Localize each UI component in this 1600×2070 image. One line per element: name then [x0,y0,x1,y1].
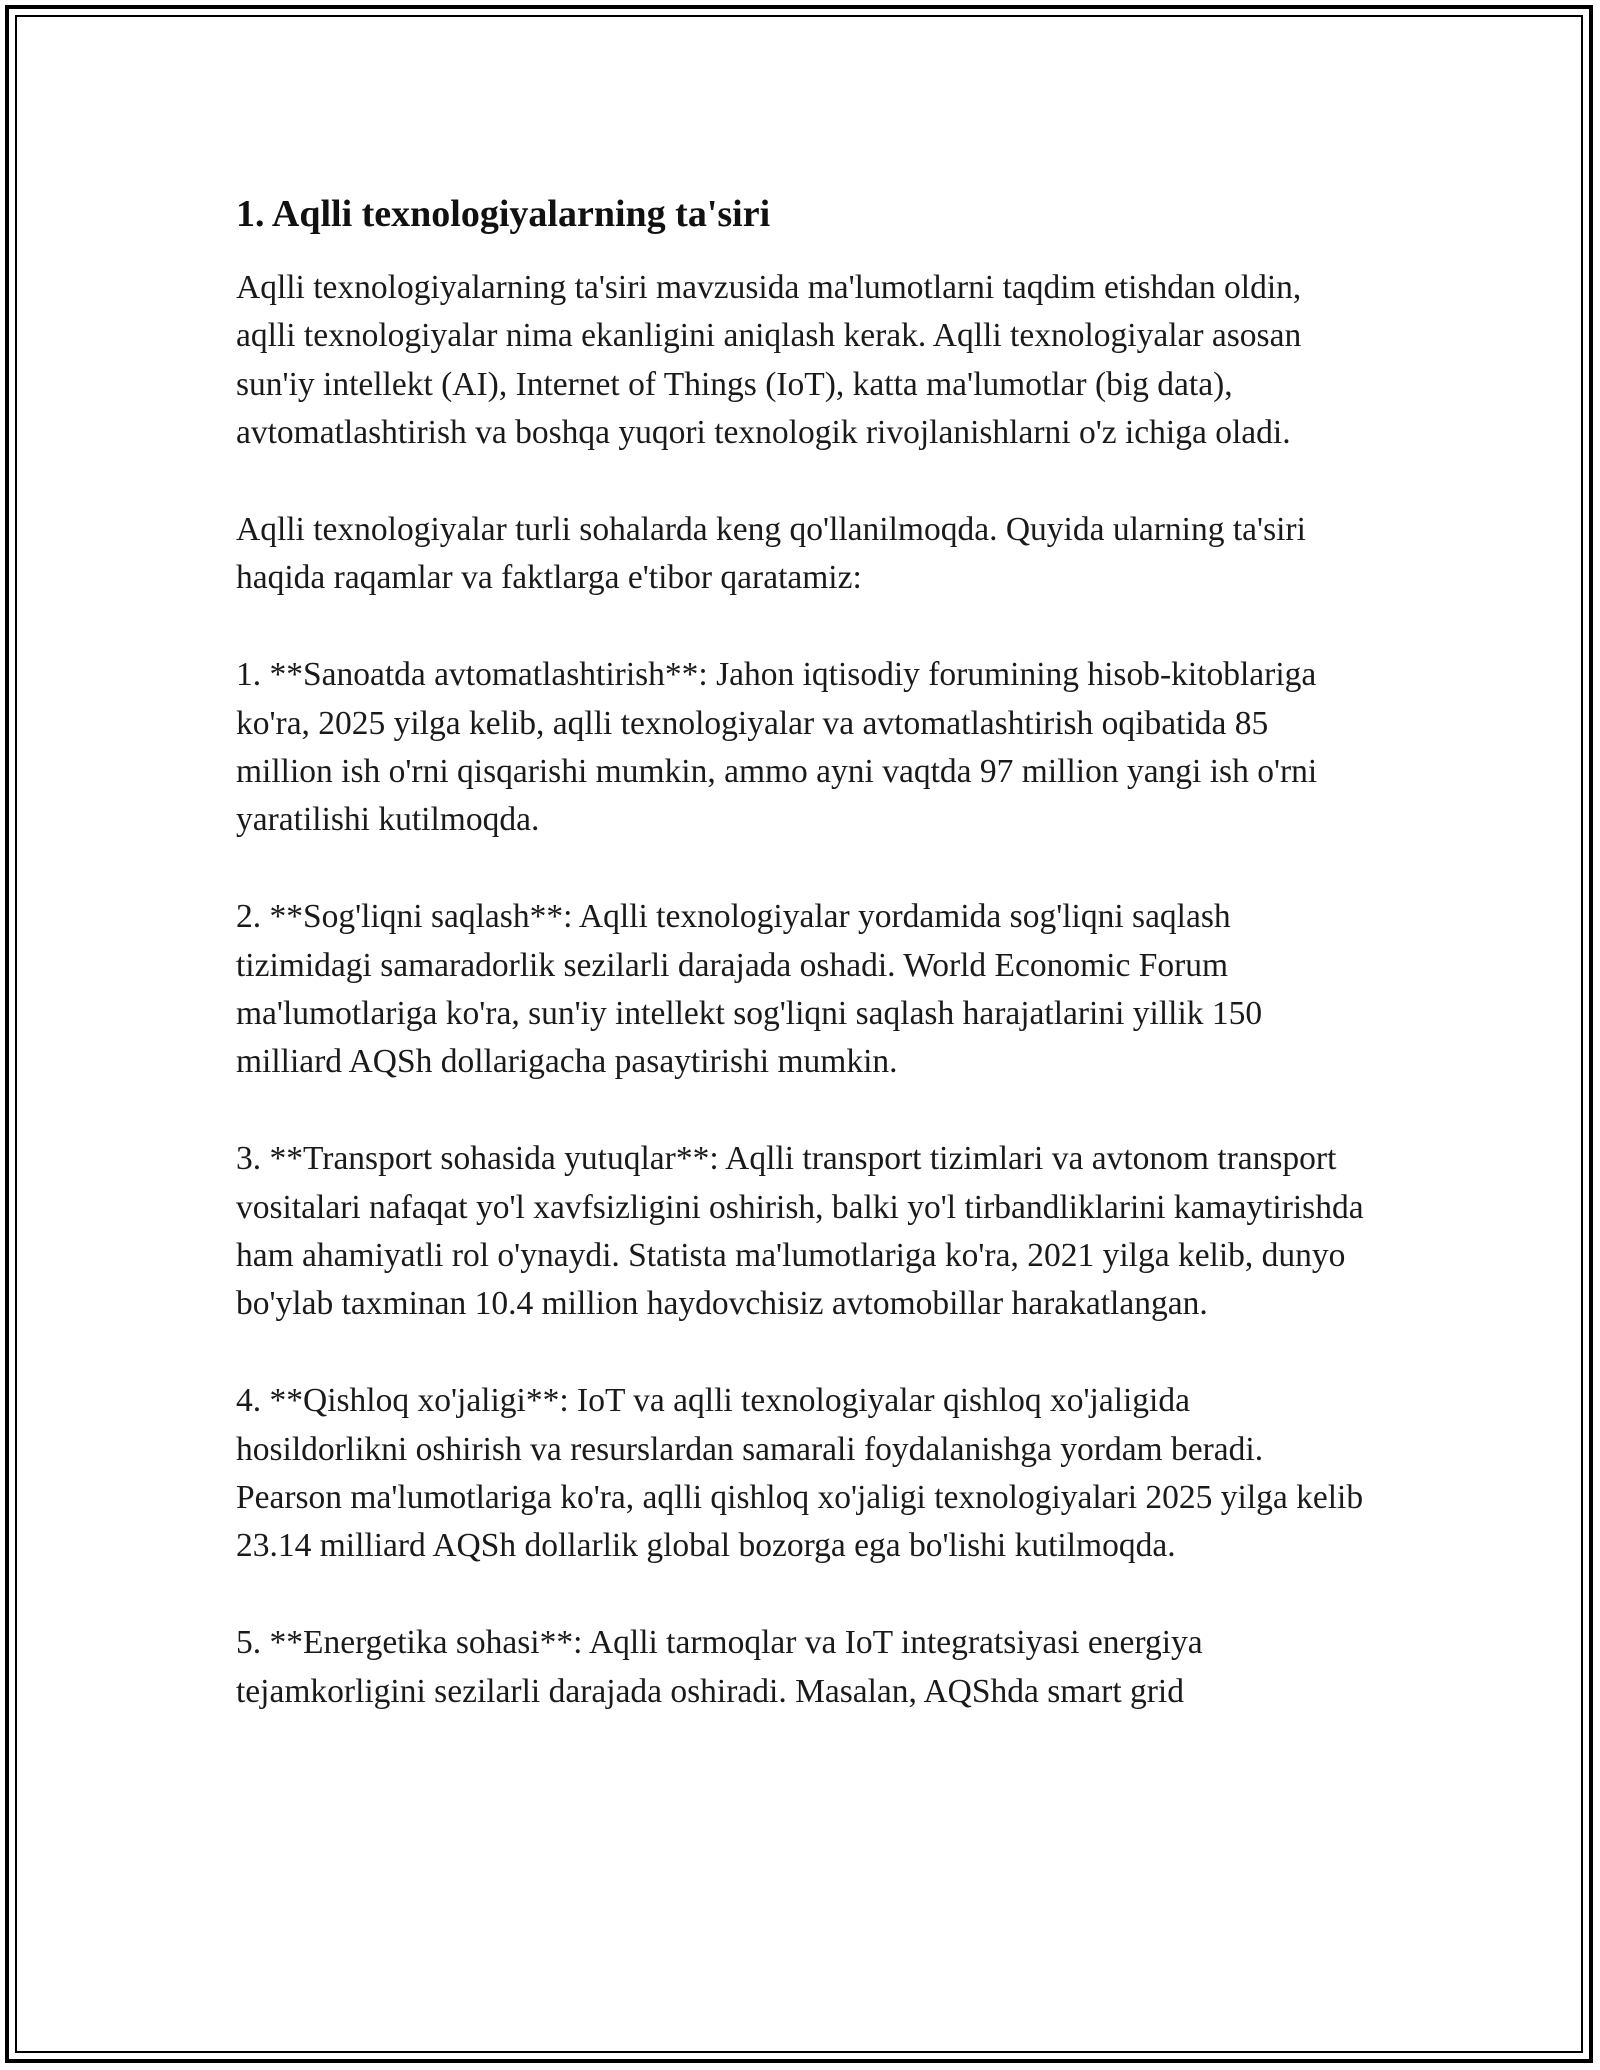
list-item-transport: 3. **Transport sohasida yutuqlar**: Aqlli transport tizimlari va avtonom transport vositalari nafaqat yo'l xavfsizligini oshirish, balki yo'l tirbandliklarini kamaytirishda ham ahamiyatli rol o'ynaydi. Statista ma'lumotlariga ko'ra, 2021 yilga kelib, dunyo bo'ylab taxminan 10.4 million haydovchisiz avtomobillar harakatlangan. [236,1140,1372,1323]
document-body [236,190,1372,1764]
list-item-energy: 5. **Energetika sohasi**: Aqlli tarmoqlar va IoT integratsiyasi energiya tejamkorligini sezilarli darajada oshiradi. Masalan, AQShda smart grid [236,1624,1212,1710]
list-item-healthcare: 2. **Sog'liqni saqlash**: Aqlli texnologiyalar yordamida sog'liqni saqlash tizimidagi samaradorlik sezilarli darajada oshadi. World Economic Forum ma'lumotlariga ko'ra, sun'iy intellekt sog'liqni saqlash harajatlarini yillik 150 milliard AQSh dollarigacha pasaytirishi mumkin. [236,898,1271,1081]
section-heading: 1. Aqlli texnologiyalarning ta'siri [236,193,771,235]
list-item-industry: 1. **Sanoatda avtomatlashtirish**: Jahon iqtisodiy forumining hisob-kitoblariga ko'ra, 2025 yilga kelib, aqlli texnologiyalar va avtomatlashtirish oqibatida 85 million ish o'rni qisqarishi mumkin, ammo ayni vaqtda 97 million yangi ish o'rni yaratilishi kutilmoqda. [236,656,1326,839]
list-item-agriculture: 4. **Qishloq xo'jaligi**: IoT va aqlli texnologiyalar qishloq xo'jaligida hosildorlikni oshirish va resurslardan samarali foydalanishga yordam beradi. Pearson ma'lumotlariga ko'ra, aqlli qishloq xo'jaligi texnologiyalari 2025 yilga kelib 23.14 milliard AQSh dollarlik global bozorga ega bo'lishi kutilmoqda. [236,1382,1372,1565]
intro-paragraph: Aqlli texnologiyalarning ta'siri mavzusida ma'lumotlarni taqdim etishdan oldin, aqlli texnologiyalar nima ekanligini aniqlash kerak. Aqlli texnologiyalar asosan sun'iy intellekt (AI), Internet of Things (IoT), katta ma'lumotlar (big data), avtomatlashtirish va boshqa yuqori texnologik rivojlanishlarni o'z ichiga oladi. [236,269,1310,452]
overview-paragraph: Aqlli texnologiyalar turli sohalarda keng qo'llanilmoqda. Quyida ularning ta'siri haqida raqamlar va faktlarga e'tibor qaratamiz: [236,511,1315,597]
